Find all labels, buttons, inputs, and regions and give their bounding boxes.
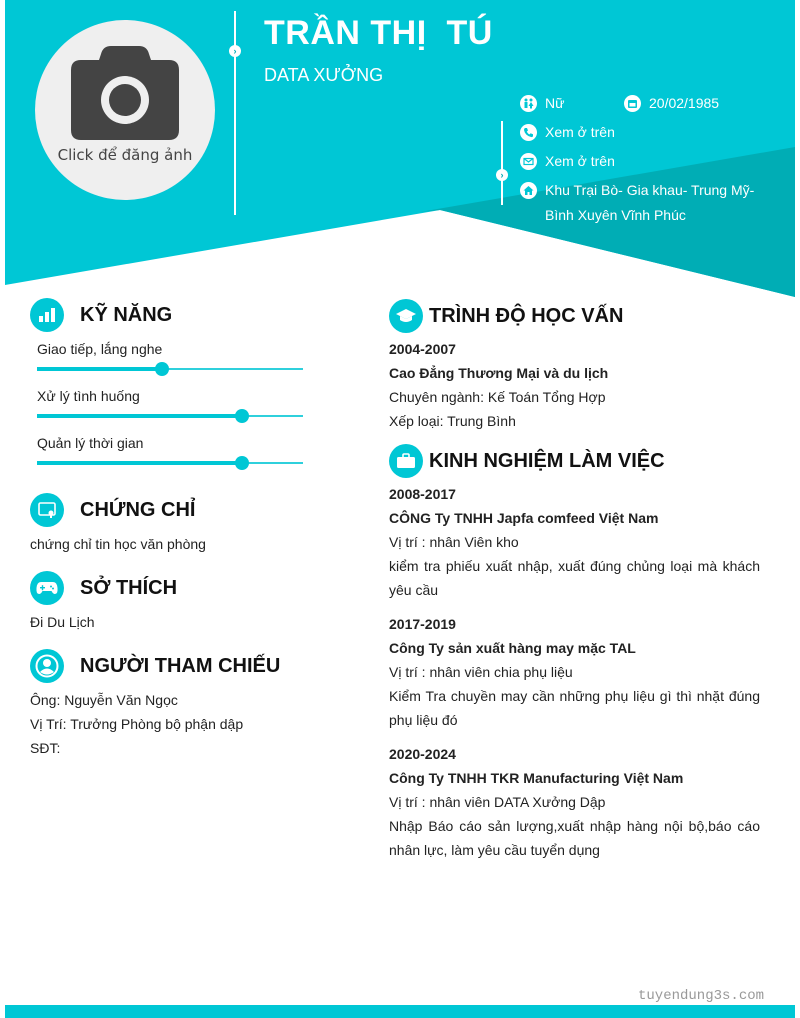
- experience-years[interactable]: 2017-2019: [389, 616, 456, 632]
- gender-field[interactable]: [520, 91, 564, 116]
- section-title: NGƯỜI THAM CHIẾU: [80, 654, 281, 677]
- gender-icon: [520, 95, 537, 112]
- experience-role[interactable]: Vị trí : nhân viên chia phụ liệu: [389, 664, 573, 680]
- skill-slider-handle[interactable]: [235, 456, 249, 470]
- reference-phone[interactable]: SĐT:: [30, 740, 61, 756]
- skill-fill: [37, 367, 162, 371]
- certificate-icon: [30, 493, 64, 527]
- address-line-1: Khu Trại Bò- Gia khau- Trung Mỹ-: [545, 182, 755, 198]
- experience-role[interactable]: Vị trí : nhân viên DATA Xưởng Dập: [389, 794, 606, 810]
- email-value: Xem ở trên: [545, 153, 615, 169]
- section-title: CHỨNG CHỈ: [80, 498, 196, 521]
- education-years[interactable]: 2004-2007: [389, 341, 456, 357]
- skill-label[interactable]: Giao tiếp, lắng nghe: [37, 341, 163, 357]
- education-school[interactable]: Cao Đẳng Thương Mại và du lịch: [389, 365, 609, 381]
- photo-upload[interactable]: [35, 20, 215, 200]
- chevron-right-icon: ›: [496, 169, 508, 181]
- skill-fill: [37, 414, 242, 418]
- experience-company[interactable]: Công Ty sản xuất hàng may mặc TAL: [389, 640, 636, 656]
- gender-value: Nữ: [545, 95, 565, 111]
- experience-company[interactable]: Công Ty TNHH TKR Manufacturing Việt Nam: [389, 770, 684, 786]
- camera-icon: [71, 46, 179, 140]
- chevron-right-icon: ›: [229, 45, 241, 57]
- experience-years[interactable]: 2020-2024: [389, 746, 456, 762]
- section-certificates-header: [30, 493, 195, 527]
- certificate-text[interactable]: chứng chỉ tin học văn phòng: [30, 536, 206, 552]
- experience-description[interactable]: Kiểm Tra chuyền may cần những phụ liệu gì thì nhặt đúng phụ liệu đó: [389, 688, 760, 728]
- phone-icon: [520, 124, 537, 141]
- user-icon: [30, 649, 64, 683]
- candidate-position[interactable]: DATA XƯỞNG: [264, 65, 384, 85]
- address-line-2: Bình Xuyên Vĩnh Phúc: [545, 207, 686, 223]
- skill-slider[interactable]: [37, 462, 303, 464]
- reference-name[interactable]: Ông: Nguyễn Văn Ngọc: [30, 692, 178, 708]
- section-title: TRÌNH ĐỘ HỌC VẤN: [429, 304, 624, 327]
- education-major[interactable]: Chuyên ngành: Kế Toán Tổng Hợp: [389, 389, 606, 405]
- gamepad-icon: [30, 571, 64, 605]
- graduation-cap-icon: [389, 299, 423, 333]
- section-title: KỸ NĂNG: [80, 303, 173, 326]
- experience-company[interactable]: CÔNG Ty TNHH Japfa comfeed Việt Nam: [389, 510, 659, 526]
- skill-slider[interactable]: [37, 415, 303, 417]
- reference-position[interactable]: Vị Trí: Trưởng Phòng bộ phận dập: [30, 716, 244, 732]
- section-title: KINH NGHIỆM LÀM VIỆC: [429, 449, 665, 472]
- divider-line: [234, 11, 236, 215]
- birthday-value: 20/02/1985: [649, 95, 720, 111]
- divider-line: [501, 121, 503, 205]
- calendar-icon: [624, 95, 641, 112]
- skill-slider-handle[interactable]: [235, 409, 249, 423]
- home-icon: [520, 182, 537, 199]
- section-references-header: [30, 649, 280, 683]
- bar-chart-icon: [30, 298, 64, 332]
- phone-field[interactable]: [520, 120, 615, 145]
- address-field[interactable]: [520, 178, 760, 228]
- section-experience-header: [389, 444, 665, 478]
- section-title: SỞ THÍCH: [80, 576, 178, 599]
- hobby-text[interactable]: Đi Du Lịch: [30, 614, 95, 630]
- email-field[interactable]: [520, 149, 615, 174]
- experience-role[interactable]: Vị trí : nhân Viên kho: [389, 534, 519, 550]
- skill-slider-handle[interactable]: [155, 362, 169, 376]
- education-grade[interactable]: Xếp loại: Trung Bình: [389, 413, 516, 429]
- briefcase-icon: [389, 444, 423, 478]
- phone-value: Xem ở trên: [545, 124, 615, 140]
- experience-description[interactable]: Nhập Báo cáo sản lượng,xuất nhập hàng nội bộ,báo cáo nhân lực, làm yêu cầu tuyển dụng: [389, 818, 760, 858]
- watermark: tuyendung3s.com: [638, 988, 765, 1004]
- birthday-field[interactable]: [624, 91, 719, 116]
- skill-slider[interactable]: [37, 368, 303, 370]
- section-skills-header: [30, 298, 172, 332]
- skill-label[interactable]: Quản lý thời gian: [37, 435, 144, 451]
- footer-bar: [5, 1005, 795, 1018]
- envelope-icon: [520, 153, 537, 170]
- candidate-name[interactable]: TRẦN THỊ TÚ: [264, 14, 493, 52]
- section-education-header: [389, 299, 623, 333]
- experience-description[interactable]: kiểm tra phiếu xuất nhập, xuất đúng chủng loại mà khách yêu cầu: [389, 558, 760, 598]
- skill-label[interactable]: Xử lý tình huống: [37, 388, 140, 404]
- skill-fill: [37, 461, 242, 465]
- experience-years[interactable]: 2008-2017: [389, 486, 456, 502]
- address-value: [545, 178, 754, 228]
- section-hobbies-header: [30, 571, 177, 605]
- photo-caption: Click để đăng ảnh: [57, 146, 193, 164]
